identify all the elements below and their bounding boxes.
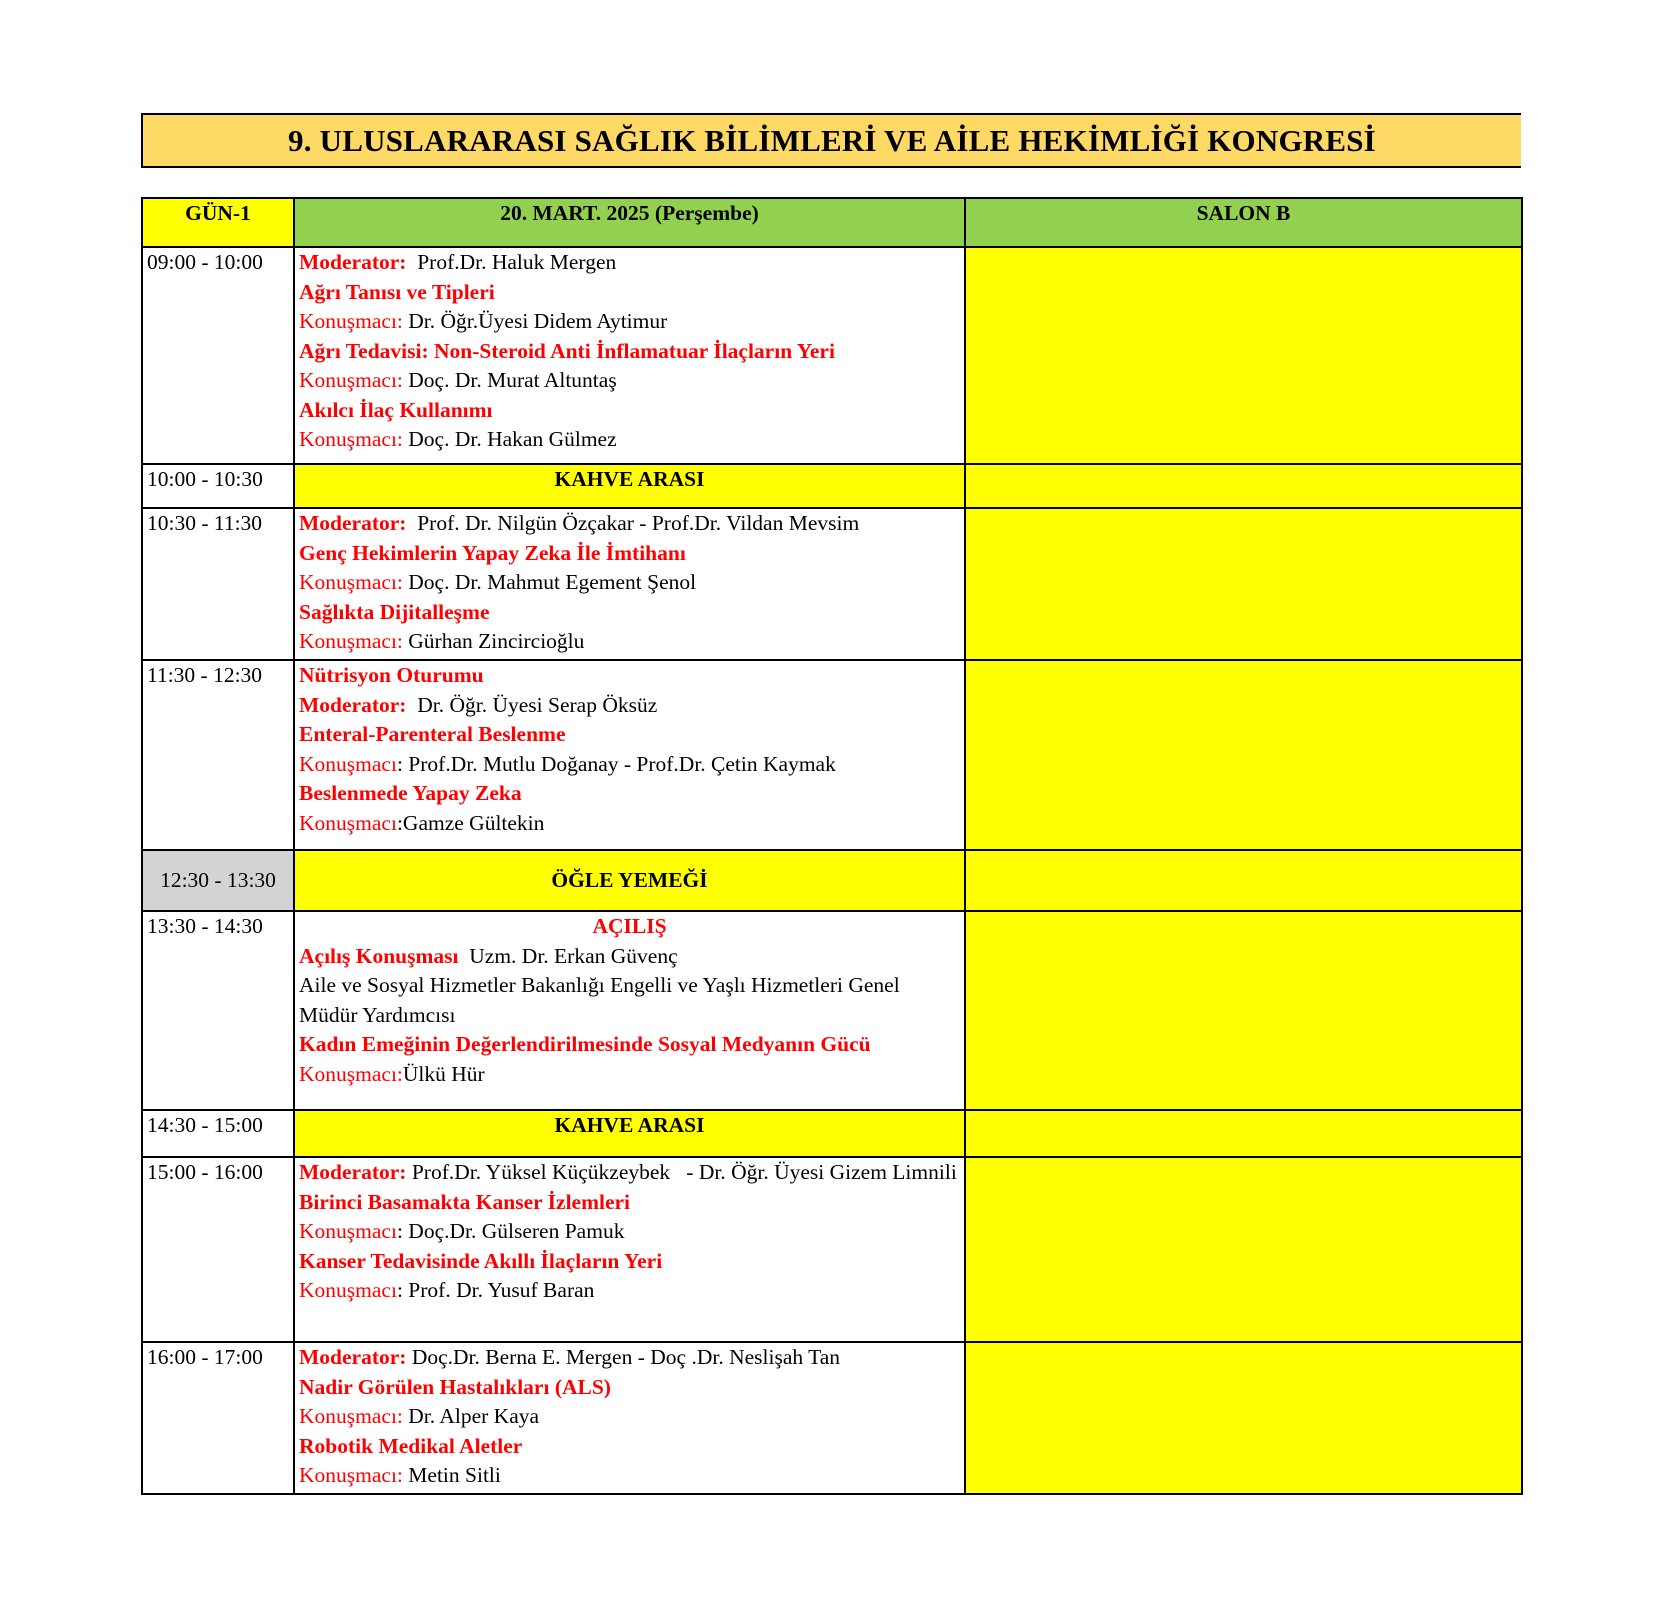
table-row	[142, 247, 1522, 464]
table-header-row	[142, 198, 1522, 247]
session-title: Nütrisyon Oturumu	[299, 663, 484, 687]
speaker-line	[299, 809, 960, 839]
moderator-label: Moderator:	[299, 1345, 407, 1369]
moderator-name: Prof.Dr. Yüksel Küçükzeybek - Dr. Öğr. Üyesi Gizem Limnili	[406, 1160, 957, 1184]
talk-title: Sağlıkta Dijitalleşme	[299, 599, 490, 624]
speaker-name: : Prof. Dr. Yusuf Baran	[396, 1278, 595, 1302]
session-time: 13:30 - 14:30	[142, 911, 294, 1110]
table-row	[142, 850, 1522, 911]
hall-cell	[965, 464, 1522, 508]
speaker-line	[299, 366, 960, 396]
table-row	[142, 464, 1522, 508]
speaker-line	[299, 307, 960, 337]
table-row	[142, 1342, 1522, 1494]
session-time: 14:30 - 15:00	[142, 1110, 294, 1157]
moderator-label: Moderator:	[299, 692, 407, 717]
speaker-line	[299, 1276, 960, 1306]
speaker-line	[299, 1217, 960, 1247]
speaker-label: Konuşmacı:	[299, 629, 403, 653]
table-row	[142, 1157, 1522, 1342]
hall-cell	[965, 247, 1522, 464]
speaker-line	[299, 1461, 960, 1491]
moderator-label: Moderator:	[299, 511, 407, 535]
speaker-label: Konuşmacı	[299, 810, 397, 835]
coffee-break: KAHVE ARASI	[294, 1110, 965, 1157]
talk-title: Nadir Görülen Hastalıkları (ALS)	[299, 1374, 611, 1399]
speaker-label: Konuşmacı:	[299, 1404, 403, 1428]
speaker-label: Konuşmacı	[299, 1219, 397, 1243]
talk-title: Akılcı İlaç Kullanımı	[299, 397, 493, 422]
speaker-label: Konuşmacı:	[299, 309, 403, 333]
lunch-break: ÖĞLE YEMEĞİ	[294, 850, 965, 911]
session-details	[294, 1157, 965, 1342]
session-details	[294, 911, 965, 1110]
talk-title: Genç Hekimlerin Yapay Zeka İle İmtihanı	[299, 540, 686, 565]
session-time: 16:00 - 17:00	[142, 1342, 294, 1494]
talk-title: Ağrı Tanısı ve Tipleri	[299, 279, 495, 304]
moderator-line	[299, 248, 960, 278]
page-title: 9. ULUSLARARASI SAĞLIK BİLİMLERİ VE AİLE HEKİMLİĞİ KONGRESİ	[288, 122, 1376, 158]
speaker-label: Konuşmacı:	[299, 570, 403, 594]
hall-cell	[965, 1342, 1522, 1494]
session-details	[294, 1342, 965, 1494]
opening-speech-label: Açılış Konuşması	[299, 943, 459, 968]
session-details	[294, 247, 965, 464]
speaker-name: : Doç.Dr. Gülseren Pamuk	[396, 1219, 625, 1243]
talk-title: Robotik Medikal Aletler	[299, 1433, 523, 1458]
hall-cell	[965, 911, 1522, 1110]
speaker-line	[299, 627, 960, 657]
speaker-label: Konuşmacı:	[299, 368, 403, 392]
opening-heading: AÇILIŞ	[592, 914, 667, 938]
hall-cell	[965, 508, 1522, 660]
hall-cell	[965, 1157, 1522, 1342]
speaker-label: Konuşmacı:	[299, 1061, 403, 1086]
session-details	[294, 508, 965, 660]
speaker-label: Konuşmacı:	[299, 1463, 403, 1487]
speaker-name: Gürhan Zincircioğlu	[402, 629, 585, 653]
moderator-name: Doç.Dr. Berna E. Mergen - Doç .Dr. Neslişah Tan	[406, 1345, 841, 1369]
speaker-line	[299, 750, 960, 780]
speaker-name: : Prof.Dr. Mutlu Doğanay - Prof.Dr. Çetin Kaymak	[396, 751, 836, 776]
date-header: 20. MART. 2025 (Perşembe)	[294, 198, 965, 247]
opening-speaker-role: Aile ve Sosyal Hizmetler Bakanlığı Engelli ve Yaşlı Hizmetleri Genel Müdür Yardımcısı	[299, 973, 906, 1027]
moderator-line	[299, 1158, 960, 1188]
opening-speech-line	[299, 942, 960, 972]
opening-speaker-name: Uzm. Dr. Erkan Güvenç	[458, 943, 678, 968]
hall-cell	[965, 850, 1522, 911]
speaker-name: Dr. Öğr.Üyesi Didem Aytimur	[402, 309, 668, 333]
moderator-line	[299, 509, 960, 539]
speaker-name: Metin Sitli	[402, 1463, 501, 1487]
talk-title: Ağrı Tedavisi: Non-Steroid Anti İnflamatuar İlaçların Yeri	[299, 338, 835, 363]
moderator-name: Dr. Öğr. Üyesi Serap Öksüz	[406, 692, 658, 717]
speaker-label: Konuşmacı	[299, 1278, 397, 1302]
speaker-name: Ülkü Hür	[402, 1061, 485, 1086]
talk-title: Kadın Emeğinin Değerlendirilmesinde Sosyal Medyanın Gücü	[299, 1032, 871, 1056]
moderator-name: Prof.Dr. Haluk Mergen	[406, 250, 617, 274]
session-time: 10:00 - 10:30	[142, 464, 294, 508]
coffee-break: KAHVE ARASI	[294, 464, 965, 508]
moderator-line	[299, 691, 960, 721]
speaker-line	[299, 568, 960, 598]
talk-title: Beslenmede Yapay Zeka	[299, 781, 522, 805]
speaker-name: :Gamze Gültekin	[396, 810, 545, 835]
session-time: 09:00 - 10:00	[142, 247, 294, 464]
speaker-label: Konuşmacı	[299, 751, 397, 776]
congress-title-banner	[141, 113, 1521, 168]
hall-header: SALON B	[965, 198, 1522, 247]
hall-cell	[965, 660, 1522, 850]
moderator-name: Prof. Dr. Nilgün Özçakar - Prof.Dr. Vildan Mevsim	[406, 511, 860, 535]
speaker-line	[299, 1402, 960, 1432]
talk-title: Kanser Tedavisinde Akıllı İlaçların Yeri	[299, 1248, 663, 1273]
moderator-line	[299, 1343, 960, 1373]
table-row	[142, 911, 1522, 1110]
speaker-line	[299, 425, 960, 455]
table-row	[142, 508, 1522, 660]
talk-title: Enteral-Parenteral Beslenme	[299, 722, 566, 746]
session-details	[294, 660, 965, 850]
session-time: 12:30 - 13:30	[142, 850, 294, 911]
session-time: 15:00 - 16:00	[142, 1157, 294, 1342]
moderator-label: Moderator:	[299, 250, 407, 274]
schedule-table	[141, 197, 1523, 1495]
speaker-label: Konuşmacı:	[299, 427, 403, 451]
day-header: GÜN-1	[142, 198, 294, 247]
table-row	[142, 1110, 1522, 1157]
speaker-name: Dr. Alper Kaya	[402, 1404, 540, 1428]
session-time: 11:30 - 12:30	[142, 660, 294, 850]
session-time: 10:30 - 11:30	[142, 508, 294, 660]
speaker-name: Doç. Dr. Murat Altuntaş	[402, 368, 617, 392]
speaker-line	[299, 1060, 960, 1090]
talk-title: Birinci Basamakta Kanser İzlemleri	[299, 1189, 631, 1214]
speaker-name: Doç. Dr. Hakan Gülmez	[402, 427, 617, 451]
hall-cell	[965, 1110, 1522, 1157]
table-row	[142, 660, 1522, 850]
moderator-label: Moderator:	[299, 1160, 407, 1184]
speaker-name: Doç. Dr. Mahmut Egement Şenol	[402, 570, 697, 594]
